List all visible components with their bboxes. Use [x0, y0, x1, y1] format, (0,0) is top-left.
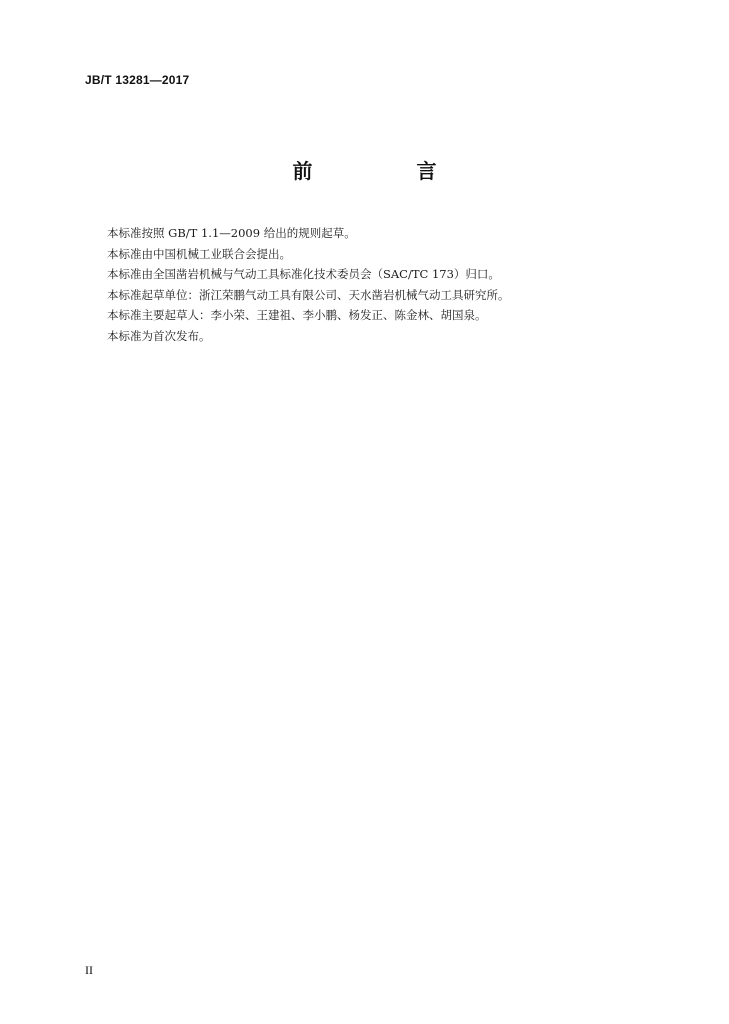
paragraph-drafting-rules: 本标准按照 GB/T 1.1—2009 给出的规则起草。: [107, 226, 356, 240]
paragraph-first-issue: 本标准为首次发布。: [107, 328, 211, 343]
standard-number: JB/T 13281—2017: [85, 73, 190, 87]
foreword-body: [107, 223, 667, 346]
page-title: 前 言: [292, 159, 479, 183]
paragraph-main-drafters: 本标准主要起草人：李小荣、王建祖、李小鹏、杨发正、陈金林、胡国泉。: [107, 308, 487, 322]
paragraph-proposed-by: 本标准由中国机械工业联合会提出。: [107, 246, 291, 261]
paragraph-under-jurisdiction: 本标准由全国凿岩机械与气动工具标准化技术委员会（SAC/TC 173）归口。: [107, 267, 500, 281]
paragraph-drafting-organizations: 本标准起草单位：浙江荣鹏气动工具有限公司、天水凿岩机械气动工具研究所。: [107, 287, 510, 302]
page-number: II: [85, 963, 93, 977]
